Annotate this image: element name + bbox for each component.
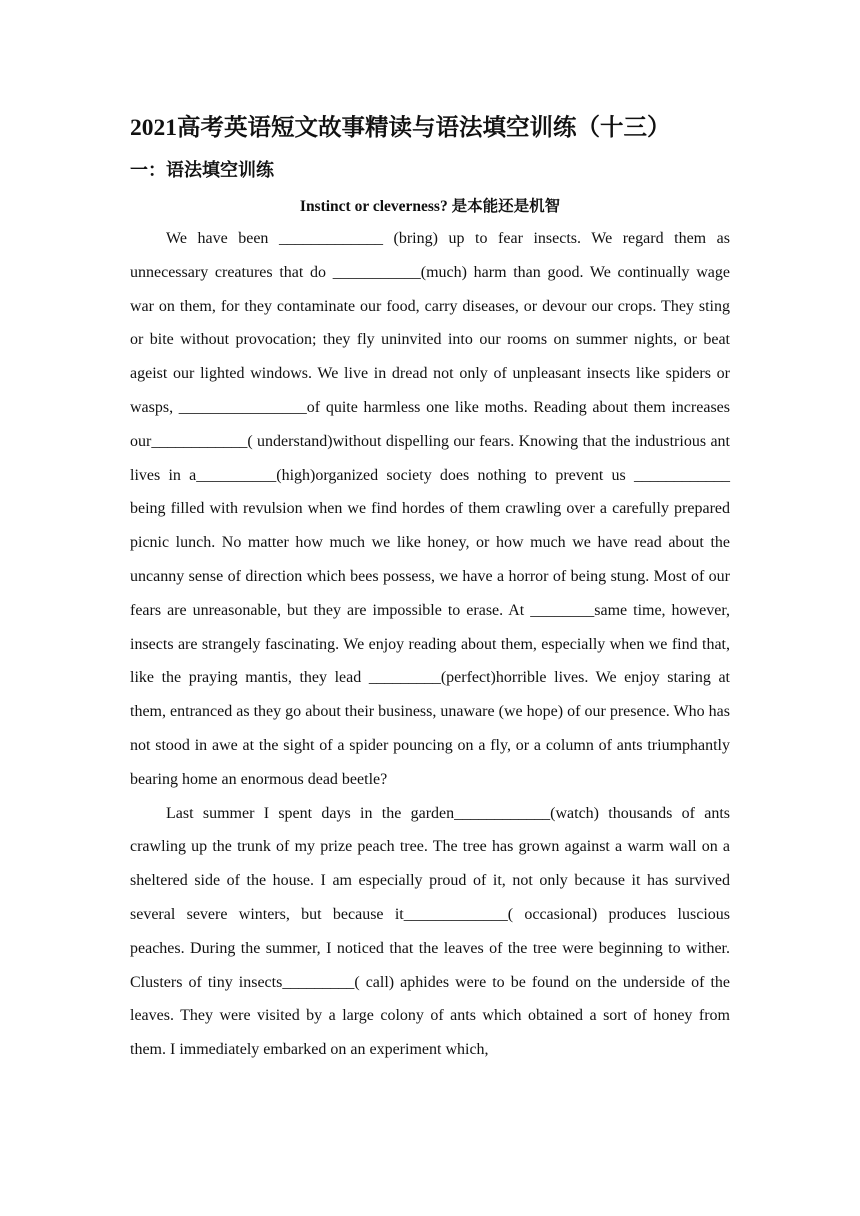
- document-title: 2021高考英语短文故事精读与语法填空训练（十三）: [130, 115, 671, 141]
- document-page: [130, 108, 730, 1067]
- passage-title: Instinct or cleverness? 是本能还是机智: [299, 198, 561, 215]
- section-heading: 一：语法填空训练: [130, 160, 274, 180]
- passage-paragraph-2: Last summer I spent days in the garden____________(watch) thousands of ants crawling up the trunk of my prize peach tree. The tree has grown against a warm wall on a sheltered side of the house. I am especially proud of it, not only because it has survived several severe winters, but because it_____________( occasional) produces luscious peaches. During the summer, I noticed that the leaves of the tree were beginning to wither. Clusters of tiny insects_________( call) aphides were to be found on the underside of the leaves. They were visited by a large colony of ants which obtained a sort of honey from them. I immediately embarked on an experiment which,: [130, 804, 730, 1059]
- passage-paragraph-1: We have been _____________ (bring) up to fear insects. We regard them as unnecessary creatures that do ___________(much) harm than good. We continually wage war on them, for they contaminate our food, carry diseases, or devour our crops. They sting or bite without provocation; they fly uninvited into our rooms on summer nights, or beat ageist our lighted windows. We live in dread not only of unpleasant insects like spiders or wasps, ________________of quite harmless one like moths. Reading about them increases our____________( understand)without dispelling our fears. Knowing that the industrious ant lives in a__________(high)organized society does nothing to prevent us ____________ being filled with revulsion when we find hordes of them crawling over a carefully prepared picnic lunch. No matter how much we like honey, or how much we have read about the uncanny sense of direction which bees possess, we have a horror of being stung. Most of our fears are unreasonable, but they are impossible to erase. At ________same time, however, insects are strangely fascinating. We enjoy reading about them, especially when we find that, like the praying mantis, they lead _________(perfect)horrible lives. We enjoy staring at them, entranced as they go about their business, unaware (we hope) of our presence. Who has not stood in awe at the sight of a spider pouncing on a fly, or a column of ants triumphantly bearing home an enormous dead beetle?: [130, 230, 730, 788]
